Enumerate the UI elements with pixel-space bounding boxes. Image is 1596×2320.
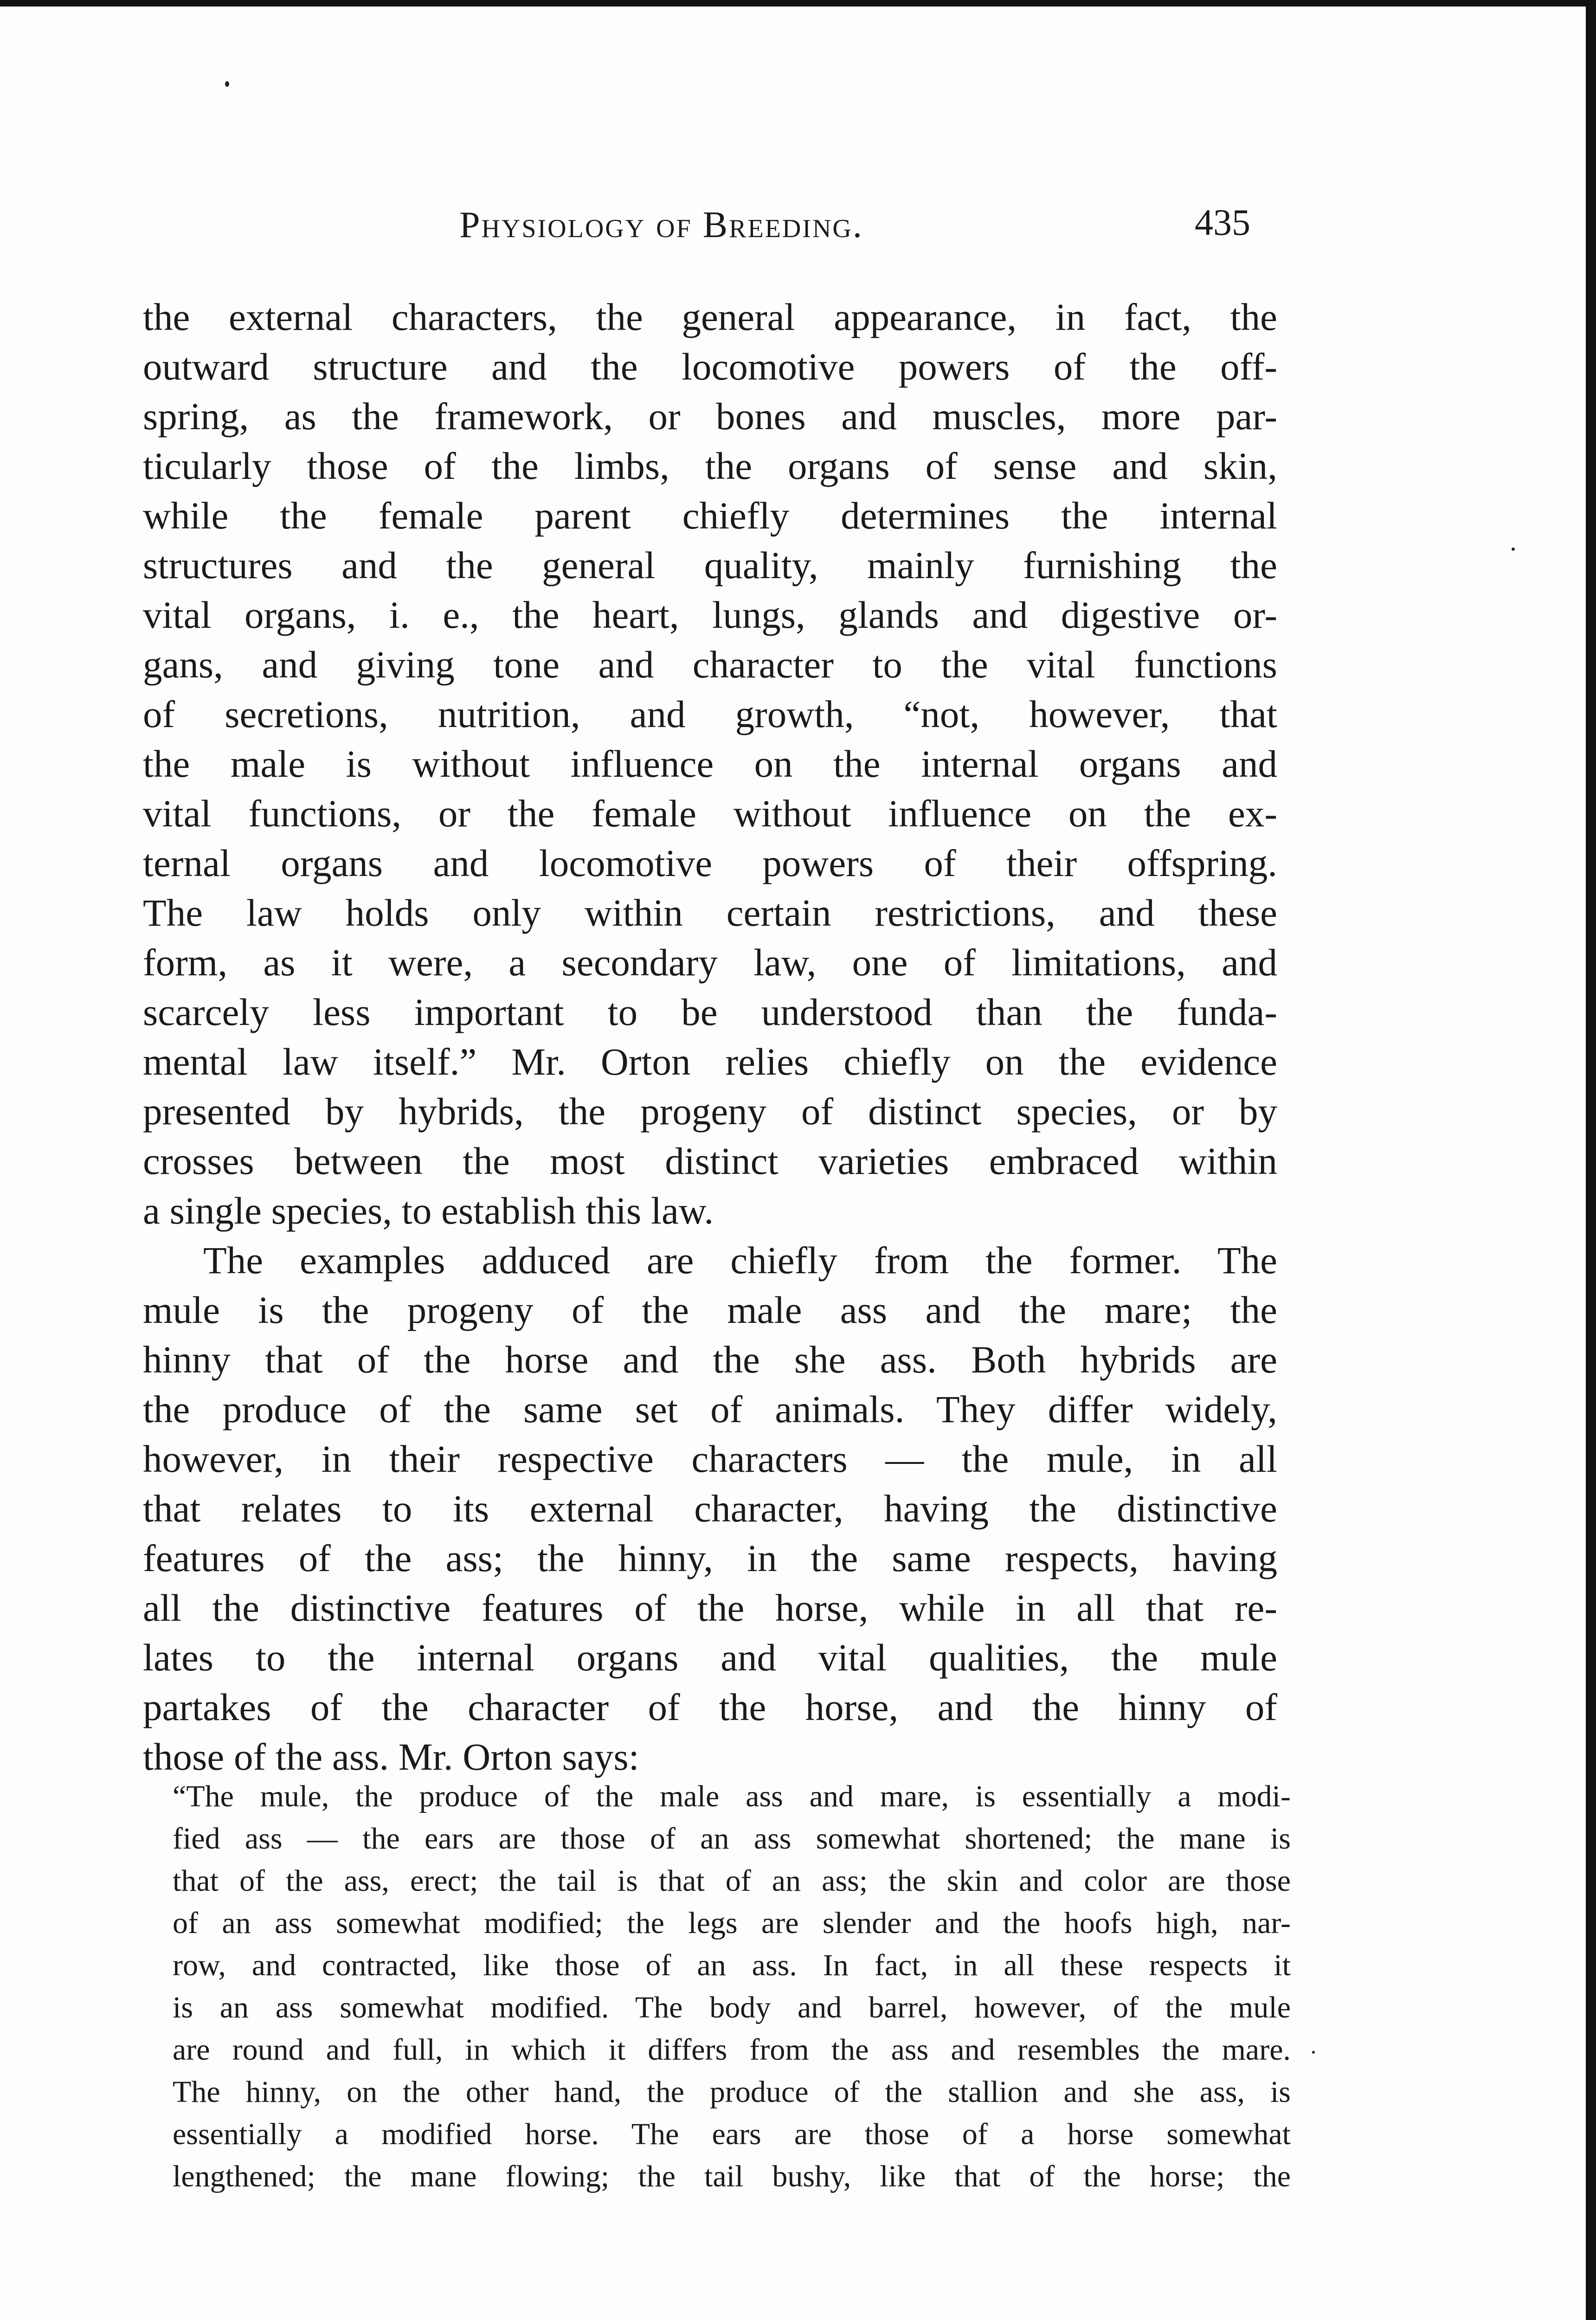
scan-speck bbox=[1312, 2051, 1315, 2054]
scan-edge-top bbox=[0, 0, 1596, 6]
quote-line: are round and full, in which it differs from the ass and resembles the mare. bbox=[173, 2033, 1291, 2067]
text-line: structures and the general quality, mainly furnishing the bbox=[143, 544, 1277, 586]
text-line: mental law itself.” Mr. Orton relies chiefly on the evidence bbox=[143, 1040, 1277, 1083]
text-line: of secretions, nutrition, and growth, “not, however, that bbox=[143, 693, 1277, 735]
text-line: form, as it were, a secondary law, one of limitations, and bbox=[143, 941, 1277, 984]
quote-line: essentially a modified horse. The ears are those of a horse somewhat bbox=[173, 2117, 1291, 2151]
text-line: the produce of the same set of animals. They differ widely, bbox=[143, 1388, 1277, 1431]
text-line: features of the ass; the hinny, in the same respects, having bbox=[143, 1537, 1277, 1579]
running-head: Physiology of Breeding. bbox=[459, 205, 863, 245]
text-line: gans, and giving tone and character to the vital functions bbox=[143, 643, 1277, 686]
scan-edge-right bbox=[1586, 0, 1596, 2320]
scan-speck bbox=[225, 81, 229, 87]
text-line: vital organs, i. e., the heart, lungs, glands and digestive or- bbox=[143, 593, 1277, 636]
text-line: all the distinctive features of the horse, while in all that re- bbox=[143, 1586, 1277, 1629]
text-line: scarcely less important to be understood than the funda- bbox=[143, 991, 1277, 1033]
text-line: the male is without influence on the internal organs and bbox=[143, 742, 1277, 785]
text-line: spring, as the framework, or bones and muscles, more par- bbox=[143, 395, 1277, 438]
text-line: however, in their respective characters — the mule, in all bbox=[143, 1437, 1277, 1480]
text-line: crosses between the most distinct varieties embraced within bbox=[143, 1140, 1277, 1182]
text-line: The examples adduced are chiefly from the former. The bbox=[203, 1239, 1277, 1282]
block-quotation bbox=[173, 1775, 1291, 2198]
quote-line: of an ass somewhat modified; the legs are slender and the hoofs high, nar- bbox=[173, 1906, 1291, 1940]
quote-line: The hinny, on the other hand, the produce of the stallion and she ass, is bbox=[173, 2075, 1291, 2109]
quote-line: that of the ass, erect; the tail is that of an ass; the skin and color are those bbox=[173, 1864, 1291, 1898]
scan-speck bbox=[1512, 548, 1515, 551]
text-line: while the female parent chiefly determines the internal bbox=[143, 494, 1277, 537]
quote-line: is an ass somewhat modified. The body and barrel, however, of the mule bbox=[173, 1991, 1291, 2024]
text-line: lates to the internal organs and vital qualities, the mule bbox=[143, 1636, 1277, 1679]
text-line: a single species, to establish this law. bbox=[143, 1189, 714, 1232]
quote-line: lengthened; the mane flowing; the tail bushy, like that of the horse; the bbox=[173, 2159, 1291, 2193]
text-line: those of the ass. Mr. Orton says: bbox=[143, 1735, 639, 1778]
text-line: mule is the progeny of the male ass and the mare; the bbox=[143, 1289, 1277, 1331]
body-text bbox=[143, 292, 1277, 1782]
text-line: outward structure and the locomotive powers of the off- bbox=[143, 345, 1277, 388]
text-line: hinny that of the horse and the she ass. Both hybrids are bbox=[143, 1338, 1277, 1381]
quote-line: row, and contracted, like those of an ass. In fact, in all these respects it bbox=[173, 1948, 1291, 1982]
text-line: presented by hybrids, the progeny of distinct species, or by bbox=[143, 1090, 1277, 1133]
page-number: 435 bbox=[1195, 202, 1250, 243]
quote-line: fied ass — the ears are those of an ass somewhat shortened; the mane is bbox=[173, 1822, 1291, 1856]
text-line: partakes of the character of the horse, and the hinny of bbox=[143, 1686, 1277, 1728]
text-line: The law holds only within certain restrictions, and these bbox=[143, 891, 1277, 934]
text-line: ternal organs and locomotive powers of their offspring. bbox=[143, 842, 1277, 884]
quote-line: “The mule, the produce of the male ass and mare, is essentially a modi- bbox=[173, 1779, 1291, 1813]
text-line: vital functions, or the female without influence on the ex- bbox=[143, 792, 1277, 835]
text-line: the external characters, the general appearance, in fact, the bbox=[143, 296, 1277, 338]
text-line: ticularly those of the limbs, the organs of sense and skin, bbox=[143, 445, 1277, 487]
text-line: that relates to its external character, having the distinctive bbox=[143, 1487, 1277, 1530]
